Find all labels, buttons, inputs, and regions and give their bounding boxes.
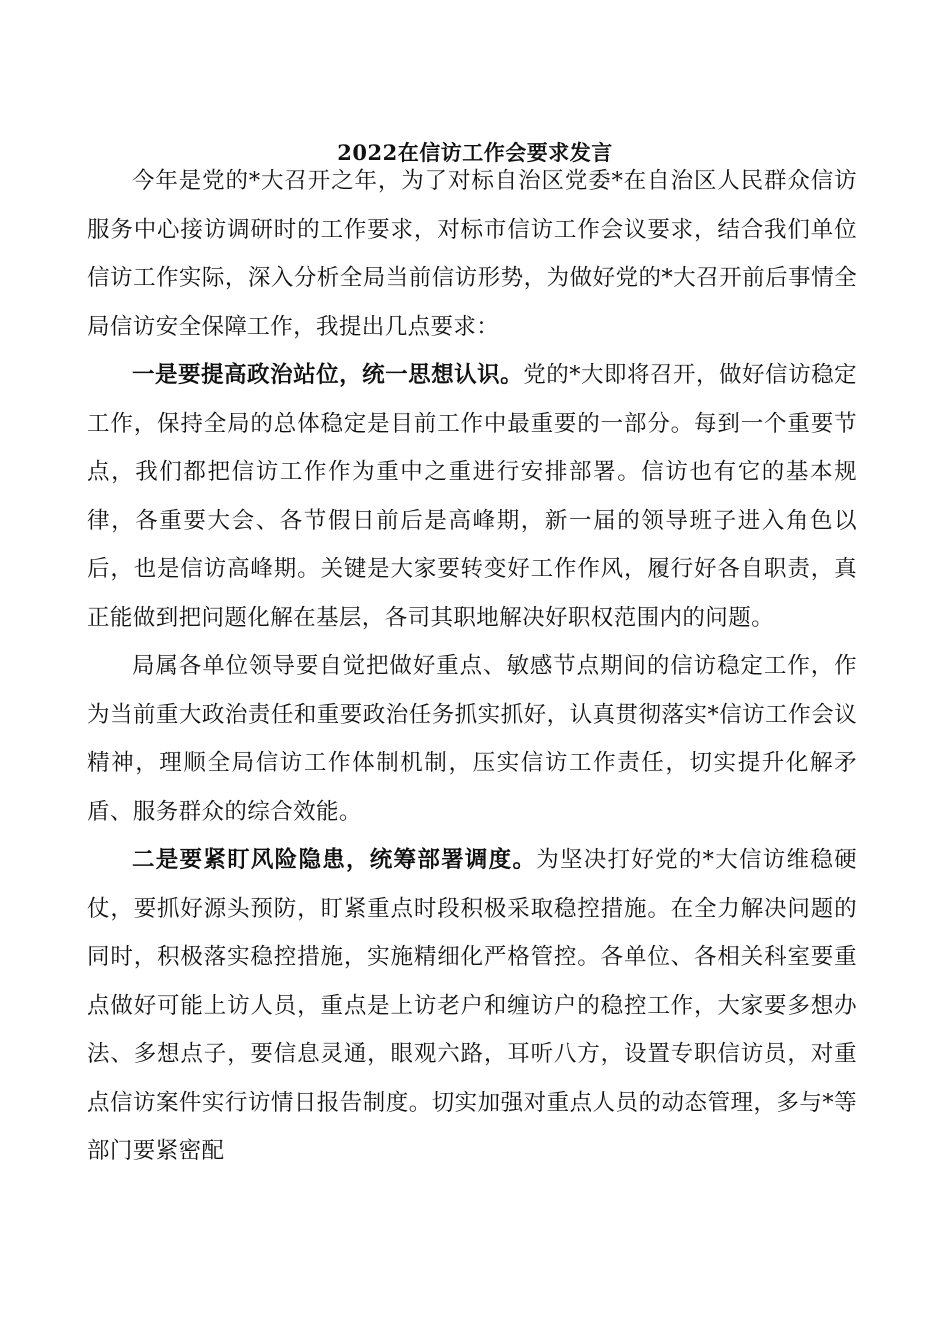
paragraph-point-one — [87, 351, 857, 642]
paragraph-leadership — [87, 642, 857, 836]
paragraph-text: 党的*大即将召开，做好信访稳定工作，保持全局的总体稳定是目前工作中最重要的一部分。每到一个重要节点，我们都把信访工作作为重中之重进行安排部署。信访也有它的基本规律，各重要大会、各节假日前后是高峰期，新一届的领导班子进入角色以后，也是信访高峰期。关键是大家要转变好工作作风，履行好各自职责，真正能做到把问题化解在基层，各司其职地解决好职权范围内的问题。 — [87, 362, 857, 631]
paragraph-lead: 一是要提高政治站位，统一思想认识。 — [132, 362, 524, 388]
paragraph-text: 今年是党的*大召开之年，为了对标自治区党委*在自治区人民群众信访服务中心接访调研时的工作要求，对标市信访工作会议要求，结合我们单位信访工作实际，深入分析全局当前信访形势，为做好党的*大召开前后事情全局信访安全保障工作，我提出几点要求： — [87, 168, 857, 340]
paragraph-intro — [87, 157, 857, 351]
document-body — [87, 157, 857, 1176]
paragraph-lead: 二是要紧盯风险隐患，统筹部署调度。 — [132, 847, 537, 873]
paragraph-text: 为坚决打好党的*大信访维稳硬仗，要抓好源头预防，盯紧重点时段积极采取稳控措施。在全力解决问题的同时，积极落实稳控措施，实施精细化严格管控。各单位、各相关科室要重点做好可能上访人员，重点是上访老户和缠访户的稳控工作，大家要多想办法、多想点子，要信息灵通，眼观六路，耳听八方，设置专职信访员，对重点信访案件实行访情日报告制度。切实加强对重点人员的动态管理，多与*等部门要紧密配 — [87, 847, 857, 1164]
document-title: 2022在信访工作会要求发言 — [337, 140, 613, 165]
paragraph-point-two — [87, 836, 857, 1176]
paragraph-text: 局属各单位领导要自觉把做好重点、敏感节点期间的信访稳定工作，作为当前重大政治责任和重要政治任务抓实抓好，认真贯彻落实*信访工作会议精神，理顺全局信访工作体制机制，压实信访工作责任，切实提升化解矛盾、服务群众的综合效能。 — [87, 653, 857, 825]
